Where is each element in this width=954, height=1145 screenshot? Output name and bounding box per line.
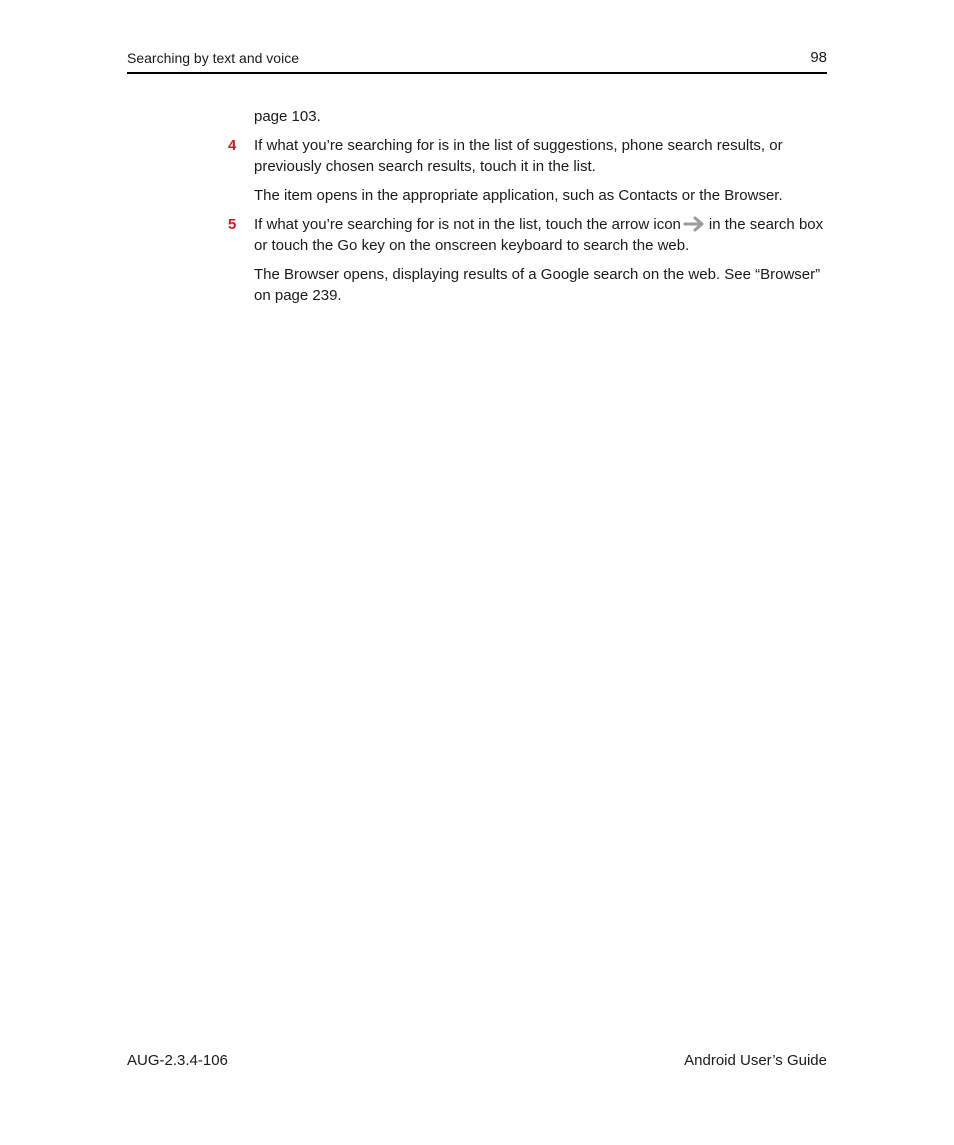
- step-number: 5: [228, 216, 237, 233]
- step-note: The Browser opens, displaying results of a Google search on the web. See “Browser” on page 239.: [254, 266, 821, 304]
- section-title: Searching by text and voice: [127, 50, 299, 66]
- step-4: [228, 135, 829, 206]
- step-note: The item opens in the appropriate application, such as Contacts or the Browser.: [254, 187, 783, 204]
- step-text: If what you’re searching for is in the list of suggestions, phone search results, or previously chosen search results, touch it in the list.: [254, 137, 783, 175]
- step-text-before-icon: If what you’re searching for is not in the list, touch the arrow icon: [254, 216, 681, 233]
- step-text-after-icon: in the search box or touch the Go key on the onscreen keyboard to search the web.: [254, 216, 824, 254]
- guide-title: Android User’s Guide: [684, 1052, 827, 1069]
- arrow-right-icon: [683, 215, 707, 233]
- page-content: [228, 106, 829, 314]
- page-number: 98: [810, 49, 827, 66]
- continuation-text: page 103.: [254, 108, 321, 125]
- step-5: [228, 214, 829, 306]
- step-text: [254, 214, 829, 256]
- step-number: 4: [228, 137, 237, 154]
- page-header: [127, 48, 827, 74]
- document-id: AUG-2.3.4-106: [127, 1052, 228, 1069]
